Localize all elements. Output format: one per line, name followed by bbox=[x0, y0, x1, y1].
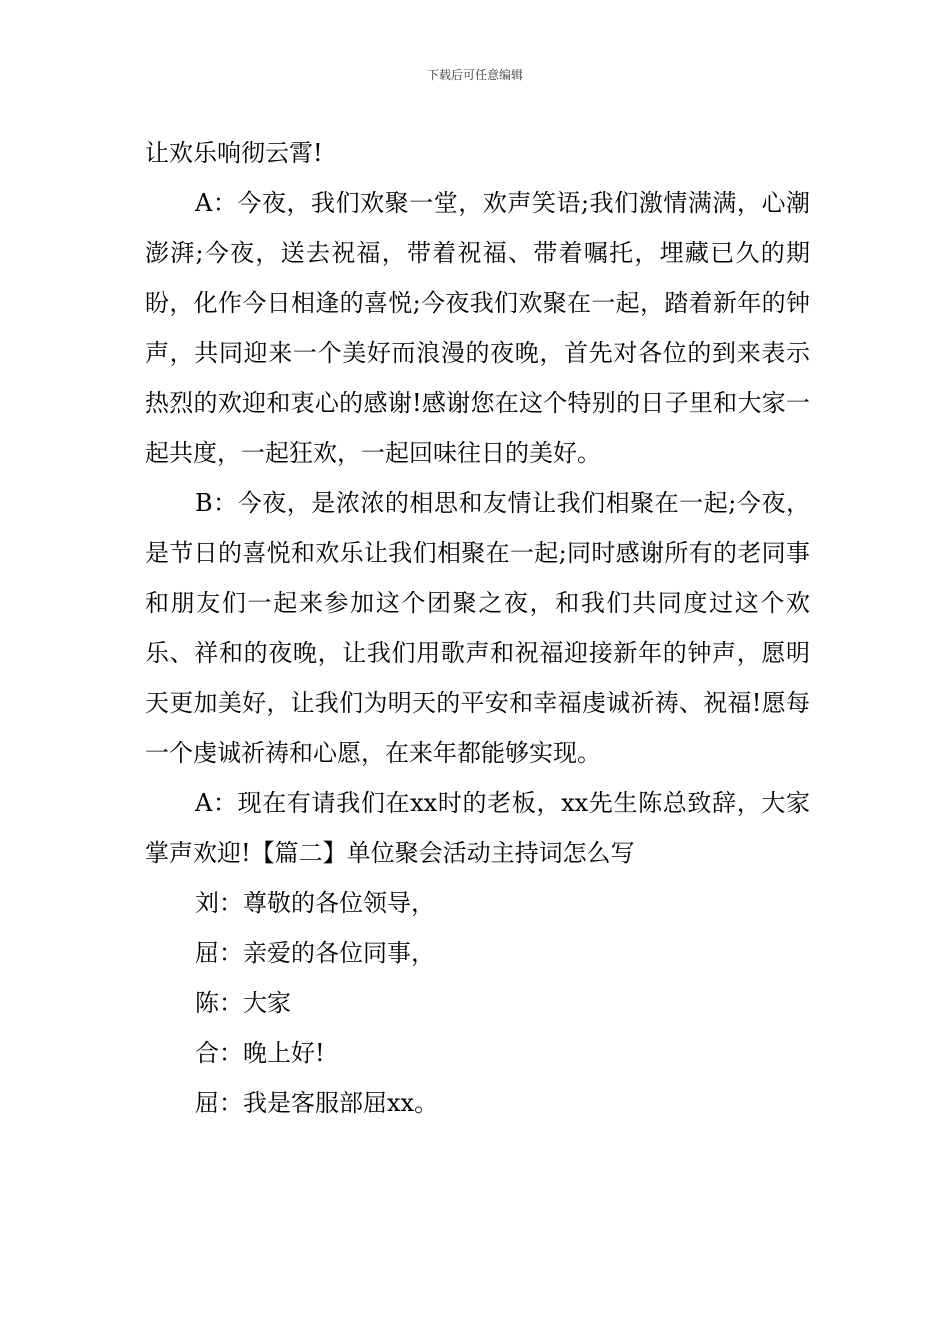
paragraph-host-a-1: A：今夜，我们欢聚一堂，欢声笑语;我们激情满满，心潮澎湃;今夜，送去祝福，带着祝福、带着嘱托，埋藏已久的期盼，化作今日相逢的喜悦;今夜我们欢聚在一起，踏着新年的钟声，共同迎来一个美好而浪漫的夜晚，首先对各位的到来表示热烈的欢迎和衷心的感谢!感谢您在这个特别的日子里和大家一起共度，一起狂欢，一起回味往日的美好。 bbox=[145, 189, 810, 467]
document-body bbox=[145, 128, 810, 1128]
paragraph-continuation: 让欢乐响彻云霄! bbox=[145, 139, 323, 167]
paragraph-host-b: B：今夜，是浓浓的相思和友情让我们相聚在一起;今夜，是节日的喜悦和欢乐让我们相聚在一起;同时感谢所有的老同事和朋友们一起来参加这个团聚之夜，和我们共同度过这个欢乐、祥和的夜晚，让我们用歌声和祝福迎接新年的钟声，愿明天更加美好，让我们为明天的平安和幸福虔诚祈祷、祝福!愿每一个虔诚祈祷和心愿，在来年都能够实现。 bbox=[145, 489, 810, 767]
line-qu-2: 屈：我是客服部屈xx。 bbox=[195, 1089, 439, 1117]
line-liu: 刘：尊敬的各位领导， bbox=[195, 889, 435, 917]
line-qu-1: 屈：亲爱的各位同事， bbox=[195, 939, 435, 967]
paragraph-host-a-2: A：现在有请我们在xx时的老板，xx先生陈总致辞，大家掌声欢迎!【篇二】单位聚会活动主持词怎么写 bbox=[145, 789, 810, 867]
line-chen: 陈：大家 bbox=[195, 989, 291, 1017]
line-together: 合：晚上好! bbox=[195, 1039, 325, 1067]
header-note: 下载后可任意编辑 bbox=[426, 68, 523, 82]
